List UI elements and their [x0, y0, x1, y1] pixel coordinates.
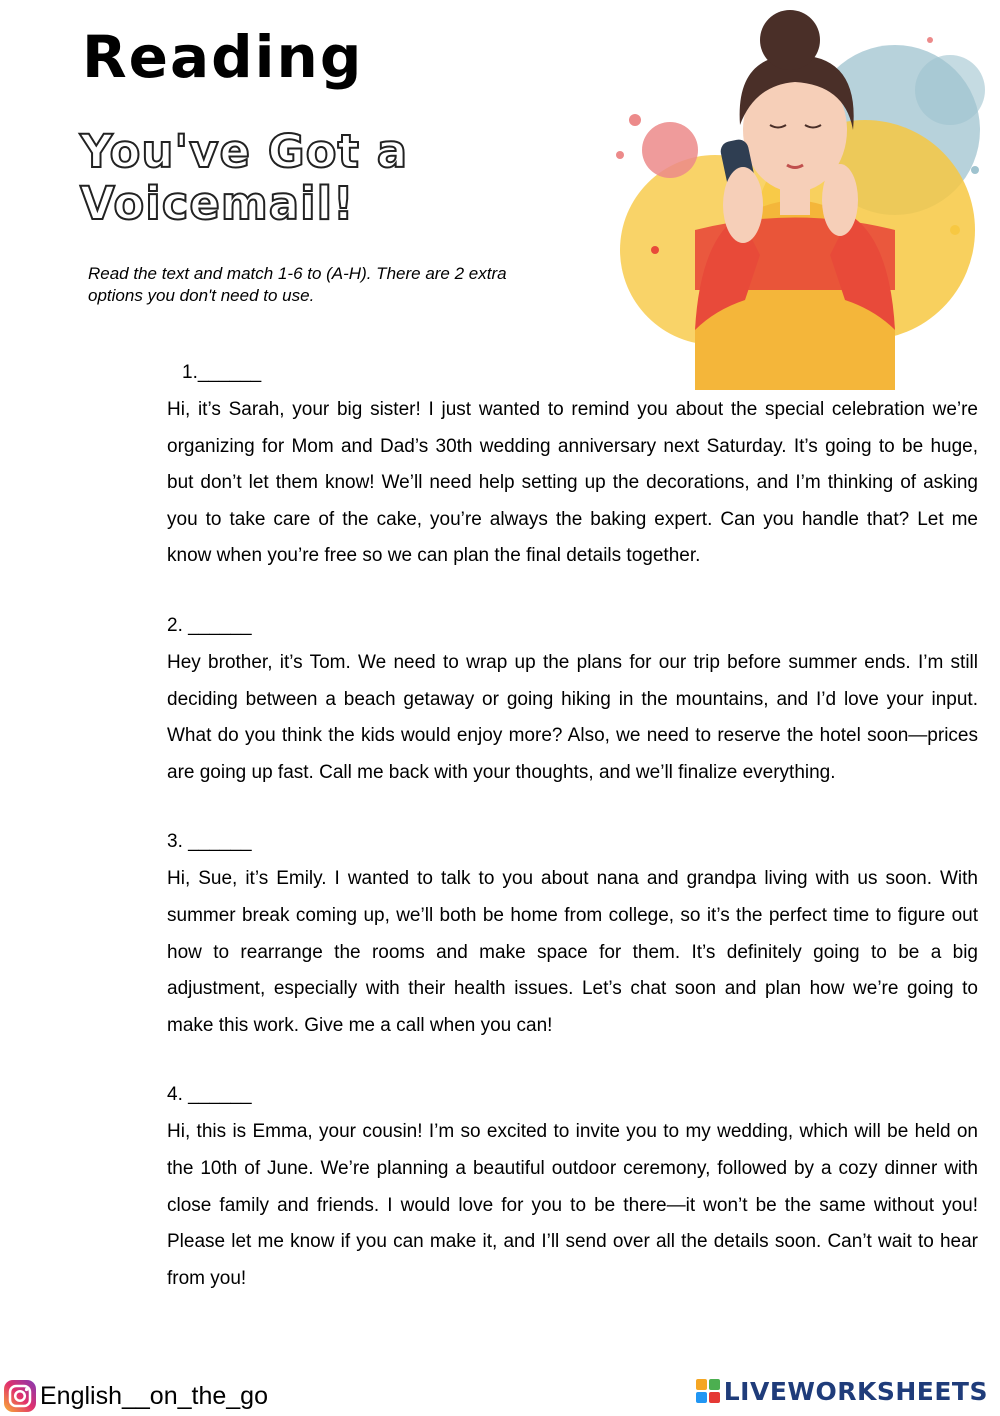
- liveworksheets-wordmark: LIVEWORKSHEETS: [723, 1376, 988, 1406]
- voicemail-item: [167, 611, 978, 791]
- voicemail-text: Hey brother, it’s Tom. We need to wrap up the plans for our trip before summer ends. I’m still deciding between a beach getaway or going hiking in the mountains, and I’d love your input. What do you think the kids would enjoy more? Also, we need to reserve the hotel soon—prices are going up fast. Call me back with your thoughts, and we’ll finalize everything.: [167, 651, 978, 783]
- voicemail-item: [167, 827, 978, 1044]
- voicemail-text: Hi, it’s Sarah, your big sister! I just wanted to remind you about the special celebration we’re organizing for Mom and Dad’s 30th wedding anniversary next Saturday. It’s going to be huge, but don’t let them know! We’ll need help setting up the decorations, and I’m thinking of asking you to take care of the cake, you’re always the baking expert. Can you handle that? Let me know when you’re free so we can plan the final details together.: [167, 399, 978, 567]
- instructions: Read the text and match 1-6 to (A-H). There are 2 extra options you don't need to use.: [88, 264, 507, 305]
- liveworksheets-logo-icon: [696, 1379, 720, 1403]
- answer-blank[interactable]: 1.______: [182, 362, 262, 383]
- voicemail-text: Hi, Sue, it’s Emily. I wanted to talk to you about nana and grandpa living with us soon. With summer break coming up, we’ll both be home from college, so it’s the perfect time to figure out how to rearrange the rooms and make space for them. It’s definitely going to be a big adjustment, especially with their health issues. Let’s chat soon and plan how we’re going to make this work. Give me a call when you can!: [167, 868, 978, 1036]
- woman-on-phone-illustration: [595, 0, 995, 390]
- answer-blank[interactable]: 4. ______: [167, 1084, 252, 1106]
- voicemail-list: [167, 358, 978, 1297]
- page-title: You've Got a Voicemail!: [80, 125, 409, 230]
- voicemail-item: [167, 1080, 978, 1297]
- instagram-icon: [2, 1378, 38, 1414]
- liveworksheets-brand[interactable]: [696, 1376, 988, 1406]
- answer-blank[interactable]: 3. ______: [167, 831, 252, 853]
- author-credit: [2, 1376, 268, 1416]
- voicemail-item: [167, 358, 978, 575]
- answer-blank[interactable]: 2. ______: [167, 614, 252, 636]
- page-heading: Reading: [82, 23, 364, 91]
- instagram-handle: English__on_the_go: [40, 1381, 268, 1410]
- voicemail-text: Hi, this is Emma, your cousin! I’m so excited to invite you to my wedding, which will be held on the 10th of June. We’re planning a beautiful outdoor ceremony, followed by a cozy dinner with close family and friends. I would love for you to be there—it won’t be the same without you! Please let me know if you can make it, and I’ll send over all the details soon. Can’t wait to hear from you!: [167, 1121, 978, 1289]
